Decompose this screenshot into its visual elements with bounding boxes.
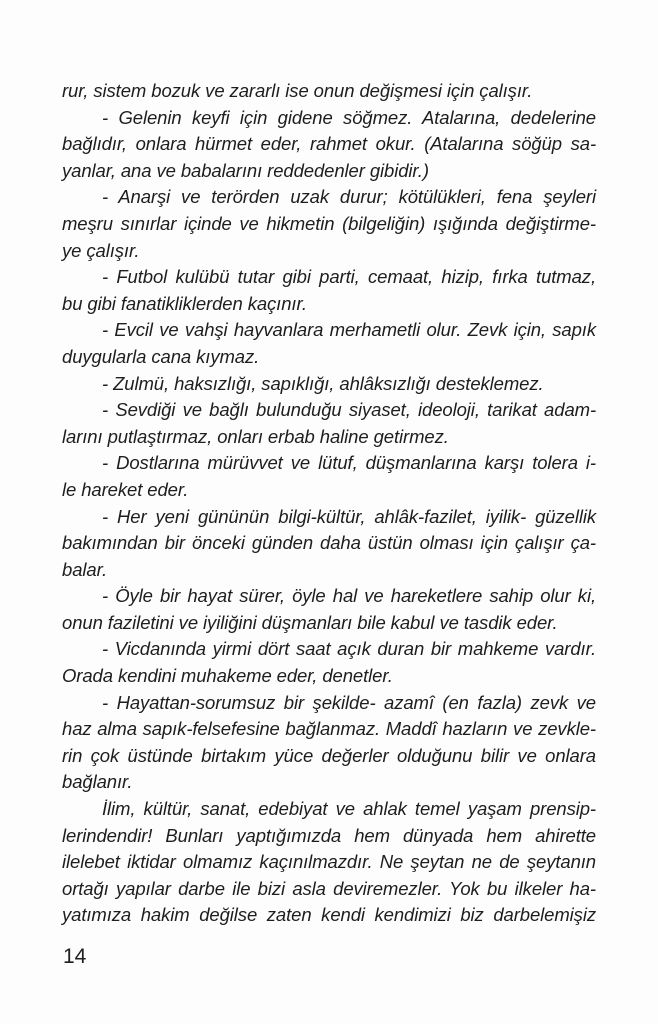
- paragraph: [62, 264, 596, 317]
- text-line: bağlanır.: [62, 771, 133, 793]
- text-line: le hareket eder.: [62, 478, 189, 500]
- text-line: ortağı yapılar darbe ile bizi asla deviremezler. Yok bu ilkeler ha-: [62, 877, 596, 899]
- paragraph: [62, 583, 596, 636]
- text-line: - Zulmü, haksızlığı, sapıklığı, ahlâksızlığı desteklemez.: [102, 372, 544, 394]
- body-text: [62, 78, 596, 929]
- text-line: ilelebet iktidar olmamız kaçınılmazdır. Ne şeytan ne de şeytanın: [62, 851, 596, 873]
- paragraph: [62, 690, 596, 796]
- text-line: onun faziletini ve iyiliğini düşmanları bile kabul ve tasdik eder.: [62, 611, 558, 633]
- paragraph: [62, 397, 596, 450]
- page-number: 14: [63, 945, 87, 968]
- text-line: - Gelenin keyfi için gidene söğmez. Atalarına, dedelerine: [102, 106, 596, 128]
- text-line: duygularla cana kıymaz.: [62, 345, 260, 367]
- paragraph: [62, 504, 596, 584]
- text-line: ye çalışır.: [62, 239, 140, 261]
- paragraph: [62, 796, 596, 929]
- text-line: - Anarşi ve terörden uzak durur; kötülükleri, fena şeyleri: [102, 186, 596, 208]
- text-line: bağlıdır, onlara hürmet eder, rahmet okur. (Atalarına söğüp sa-: [62, 133, 596, 155]
- text-line: rin çok üstünde birtakım yüce değerler olduğunu bilir ve onlara: [62, 744, 596, 766]
- text-line: - Dostlarına mürüvvet ve lütuf, düşmanlarına karşı tolera i-: [102, 452, 596, 474]
- text-line: bakımından bir önceki günden daha üstün olması için çalışır ça-: [62, 532, 596, 554]
- text-line: - Evcil ve vahşi hayvanlara merhametli olur. Zevk için, sapık: [102, 319, 596, 341]
- text-line: balar.: [62, 558, 107, 580]
- text-line: yatımıza hakim değilse zaten kendi kendimizi biz darbelemişiz: [62, 904, 596, 926]
- text-line: - Sevdiği ve bağlı bulunduğu siyaset, ideoloji, tarikat adam-: [102, 399, 596, 421]
- paragraph: [62, 184, 596, 264]
- paragraph: [62, 105, 596, 185]
- text-line: larını putlaştırmaz, onları erbab haline getirmez.: [62, 425, 449, 447]
- paragraph: [62, 636, 596, 689]
- text-line: - Vicdanında yirmi dört saat açık duran bir mahkeme vardır.: [102, 638, 596, 660]
- paragraph: [62, 78, 596, 105]
- text-line: - Futbol kulübü tutar gibi parti, cemaat, hizip, fırka tutmaz,: [102, 266, 596, 288]
- text-line: haz alma sapık-felsefesine bağlanmaz. Maddî hazların ve zevkle-: [62, 718, 596, 740]
- text-line: meşru sınırlar içinde ve hikmetin (bilgeliğin) ışığında değiştirme-: [62, 212, 596, 234]
- text-line: rur, sistem bozuk ve zararlı ise onun değişmesi için çalışır.: [62, 80, 533, 101]
- text-line: lerindendir! Bunları yaptığımızda hem dünyada hem ahirette: [62, 824, 596, 846]
- text-line: Orada kendini muhakeme eder, denetler.: [62, 665, 393, 687]
- text-line: İlim, kültür, sanat, edebiyat ve ahlak temel yaşam prensip-: [102, 798, 596, 820]
- text-line: yanlar, ana ve babalarını reddedenler gibidir.): [62, 159, 429, 181]
- text-line: - Her yeni gününün bilgi-kültür, ahlâk-fazilet, iyilik- güzellik: [102, 505, 596, 527]
- paragraph: [62, 317, 596, 370]
- text-line: - Öyle bir hayat sürer, öyle hal ve hareketlere sahip olur ki,: [102, 585, 596, 607]
- paragraph: [62, 371, 596, 398]
- text-line: - Hayattan-sorumsuz bir şekilde- azamî (en fazla) zevk ve: [102, 691, 596, 713]
- paragraph: [62, 450, 596, 503]
- text-line: bu gibi fanatikliklerden kaçınır.: [62, 292, 307, 314]
